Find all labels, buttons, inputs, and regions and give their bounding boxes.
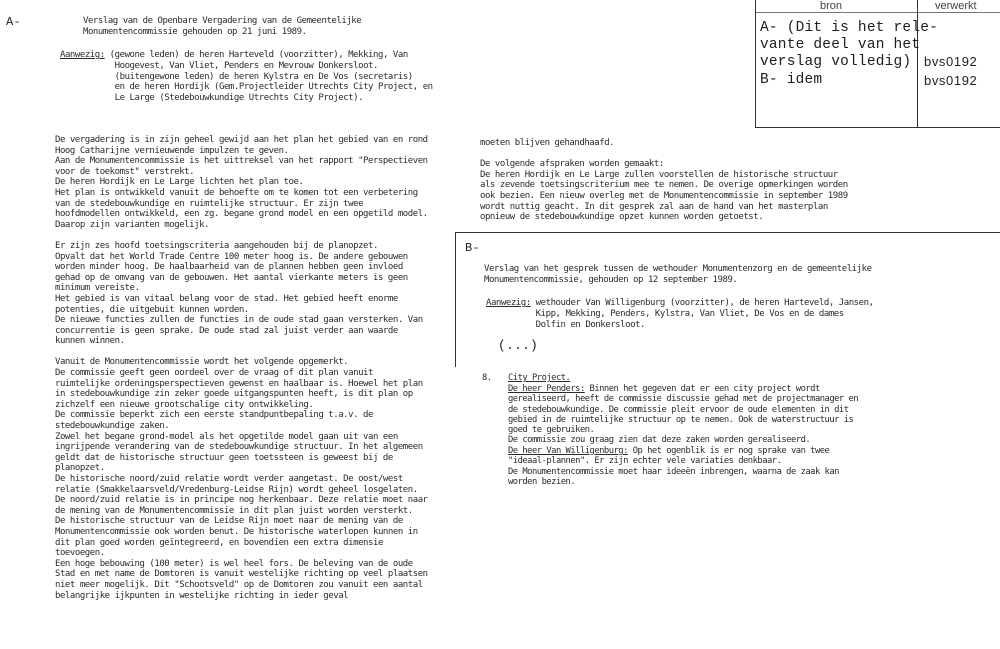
section-a-title-line1: Verslag van de Openbare Vergadering van de Gemeentelijke <box>83 16 362 26</box>
penders-label: De heer Penders: <box>508 384 585 394</box>
section-b-aanwezig <box>486 298 874 309</box>
section-b-ellipsis: (...) <box>498 338 539 353</box>
section-b-label: B- <box>465 241 480 255</box>
penders-text: Binnen het gegeven dat er een city project wordt gerealiseerd, heeft de commissie discussie gehad met de projectmanager en de stedebouwkundige. De commissie pleit ervoor de oude elementen in dit gebied in de ruimtelijke structuur op te nemen. Ook de waterstructuur is goed te gebruiken. De commissie zou graag zien dat deze zaken worden gerealiseerd. <box>508 384 859 446</box>
header-box-bottom <box>755 127 1000 128</box>
section-a-aanwezig-first: (gewone leden) de heren Harteveld (voorzitter), Mekking, Van <box>104 50 408 60</box>
penders-paragraph <box>508 384 858 446</box>
section-b-box-top <box>455 232 1000 233</box>
bron-note-a-line2: vante deel van het <box>760 37 921 53</box>
section-a-title-line2: Monumentencommissie gehouden op 21 juni 1989. <box>83 27 307 37</box>
section-b-box-left <box>455 232 456 367</box>
section-a-aanwezig-label: Aanwezig: <box>60 50 105 60</box>
item-title: City Project. <box>508 373 571 383</box>
verwerkt-code-a: bvs0192 <box>924 54 978 69</box>
header-box-left <box>755 0 756 128</box>
header-rule-top <box>755 12 1000 13</box>
bron-note-a-line3: verslag volledig) <box>760 54 912 70</box>
verwerkt-code-b: bvs0192 <box>924 73 978 88</box>
section-b-aanwezig-label: Aanwezig: <box>486 298 531 308</box>
section-b-aanwezig-first: wethouder Van Willigenburg (voorzitter), de heren Harteveld, Jansen, <box>530 298 874 308</box>
section-a-continuation: moeten blijven gehandhaafd. De volgende afspraken worden gemaakt: De heren Hordijk en Le Large zullen voorstellen de historische structuur als zevende toetsingscriterium mee te nemen. De overige opmerkingen worden ook bezien. Een nieuw overleg met de Monumentencommissie in september 1989 wordt nuttig geacht. In dit gesprek zal aan de hand van het masterplan opnieuw de stedebouwkundige opzet kunnen worden getoetst. <box>480 138 848 223</box>
section-a-aanwezig-rest: Hoogevest, Van Vliet, Penders en Mevrouw Donkersloot. (buitengewone leden) de heren Kylstra en De Vos (secretaris) en de heren Hordijk (Gem.Projectleider Utrechts City Project, en Le Large (Stedebouwkundige Utrechts City Project). <box>114 61 433 103</box>
section-a-body: De vergadering is in zijn geheel gewijd aan het plan het gebied van en rond Hoog Catharijne vernieuwende impulzen te geven. Aan de Monumentencommissie is het uittreksel van het rapport "Perspectieven voor de toekomst" verstrekt. De heren Hordijk en Le Large lichten het plan toe. Het plan is ontwikkeld vanuit de behoefte om te komen tot een verbetering van de stedebouwkundige en ruimtelijke structuur. Er zijn twee hoofdmodellen ontwikkeld, een zg. begane grond model en een opgetild model. Daarop zijn varianten mogelijk. Er zijn zes hoofd toetsingscriteria aangehouden bij de planopzet. Opvalt dat het World Trade Centre 100 meter hoog is. De andere gebouwen worden minder hoog. De haalbaarheid van de plannen hebben geen invloed gehad op de omvang van de gebouwen. Het aantal vierkante meters is geen minimum vereiste. Het gebied is van vitaal belang voor de stad. Het gebied heeft enorme potenties, die uitgebuit kunnen worden. De nieuwe functies zullen de functies in de oude stad gaan versterken. Van concurrentie is geen sprake. De oude stad zal juist verder aan waarde kunnen winnen. Vanuit de Monumentencommissie wordt het volgende opgemerkt. De commissie geeft geen oordeel over de vraag of dit plan vanuit ruimtelijke ordeningsperspectieven gewenst en haalbaar is. Hoewel het plan in stedebouwkundige zin zeker goede uitgangspunten heeft, is dit plan op zichzelf een nieuwe grootschalige city ontwikkeling. De commissie beperkt zich een eerste standpuntbepaling t.a.v. de stedebouwkundige zaken. Zowel het begane grond-model als het opgetilde model gaan uit van een ingrijpende verandering van de stedebouwkundige structuur. In het algemeen geldt dat de historische structuur geen toetssteen is geweest bij de planopzet. De historische noord/zuid relatie wordt verder aangetast. De oost/west relatie (Smakkelaarsveld/Vredenburg-Leidse Rijn) wordt geheel losgelaten. De noord/zuid relatie is in principe nog herkenbaar. Deze relatie moet naar de mening van de Monumentencommissie in dit plan juist worden versterkt. De historische structuur van de Leidse Rijn moet naar de mening van de Monumentencommissie ook worden benut. De historische waterlopen kunnen in dit plan goed worden geïntegreerd, en bovendien een extra dimensie toevoegen. Een hoge bebouwing (100 meter) is wel heel fors. De beleving van de oude Stad en met name de Domtoren is vanuit westelijke richting op veel plaatsen niet meer mogelijk. Dit "Schootsveld" op de Domtoren zou vanuit een aantal belangrijke ijkpunten in westelijke richting in ieder geval <box>55 135 428 601</box>
bron-note-b: B- idem <box>760 72 823 88</box>
bron-note-a-line1: A- (Dit is het rele- <box>760 20 939 36</box>
item-number: 8. <box>482 373 492 383</box>
section-b-title-line2: Monumentencommissie, gehouden op 12 september 1989. <box>484 275 738 285</box>
willigenburg-paragraph <box>508 446 839 487</box>
section-a-aanwezig <box>60 50 408 61</box>
section-a-label: A- <box>6 15 21 29</box>
section-b-title-line1: Verslag van het gesprek tussen de wethouder Monumentenzorg en de gemeentelijke <box>484 264 872 274</box>
willigenburg-label: De heer Van Willigenburg: <box>508 446 628 456</box>
section-b-aanwezig-rest: Kipp, Mekking, Penders, Kylstra, Van Vliet, De Vos en de dames Dolfin en Donkersloot. <box>535 309 844 330</box>
bron-header: bron <box>820 0 843 12</box>
verwerkt-header: verwerkt <box>935 0 977 12</box>
willigenburg-text: Op het ogenblik is er nog sprake van twee "ideaal-plannen". Er zijn echter vele variaties denkbaar. De Monumentencommissie moet haar ideeën inbrengen, waarna de zaak kan worden bezien. <box>508 446 839 487</box>
